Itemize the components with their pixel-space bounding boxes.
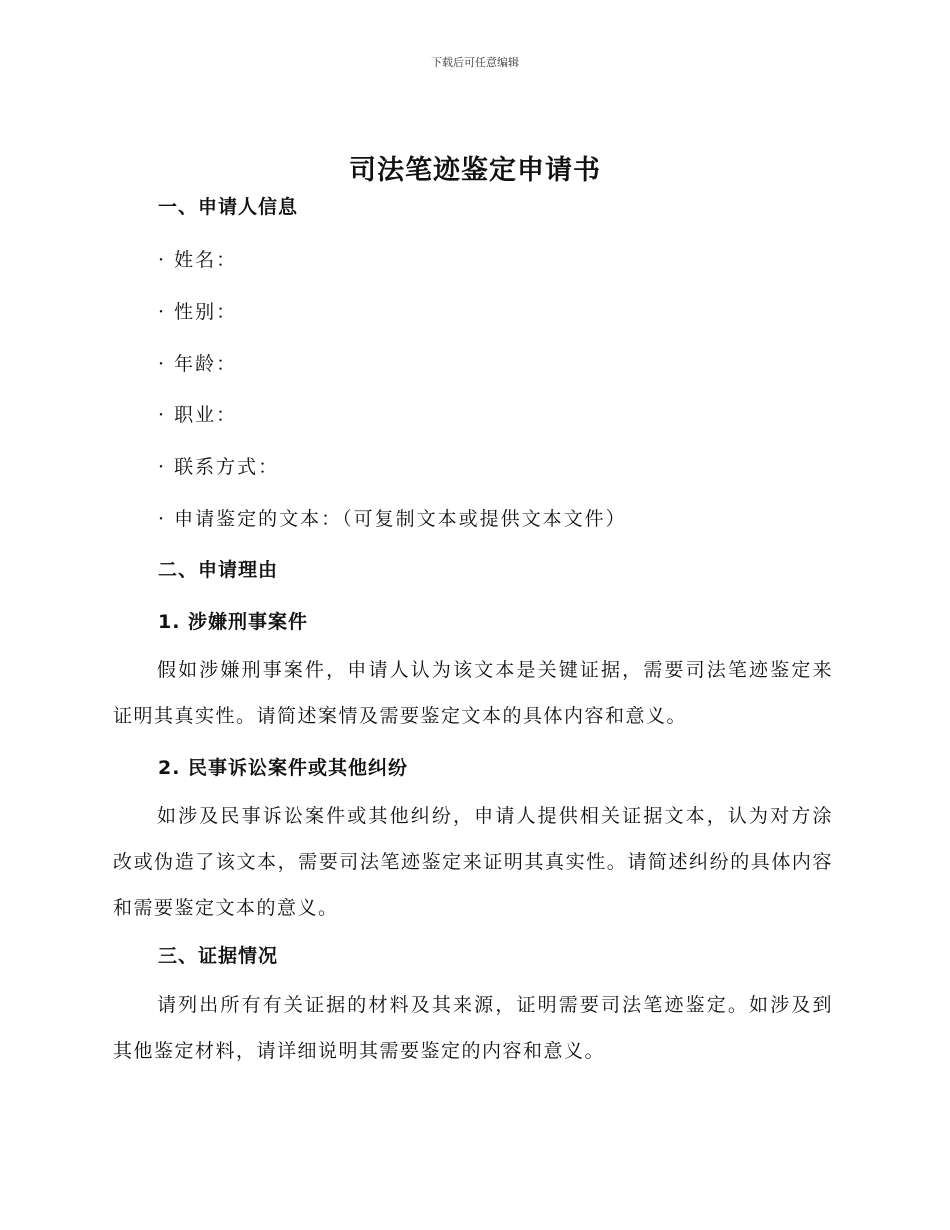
field-occupation: · 职业： <box>158 404 238 426</box>
section-1-heading: 一、申请人信息 <box>158 196 299 218</box>
field-gender: · 性别： <box>158 301 238 323</box>
section-3-heading: 三、证据情况 <box>158 945 279 967</box>
header-note: 下载后可任意编辑 <box>431 56 519 69</box>
field-age: · 年龄： <box>158 353 238 375</box>
subsection-civil-body: 如涉及民事诉讼案件或其他纠纷，申请人提供相关证据文本，认为对方涂改或伪造了该文本，需要司法笔迹鉴定来证明其真实性。请简述纠纷的具体内容和需要鉴定文本的意义。 <box>113 805 833 919</box>
field-contact: · 联系方式： <box>158 456 280 478</box>
subsection-civil-heading: 2. 民事诉讼案件或其他纠纷 <box>158 757 409 779</box>
section-2-heading: 二、申请理由 <box>158 559 279 581</box>
subsection-criminal-body: 假如涉嫌刑事案件，申请人认为该文本是关键证据，需要司法笔迹鉴定来证明其真实性。请简述案情及需要鉴定文本的具体内容和意义。 <box>113 659 833 727</box>
field-text-to-appraise: · 申请鉴定的文本：（可复制文本或提供文本文件） <box>158 508 627 530</box>
field-name: · 姓名： <box>158 249 238 271</box>
section-3-body: 请列出所有有关证据的材料及其来源，证明需要司法笔迹鉴定。如涉及到其他鉴定材料，请详细说明其需要鉴定的内容和意义。 <box>113 994 833 1062</box>
document-title: 司法笔迹鉴定申请书 <box>349 155 601 186</box>
subsection-criminal-heading: 1. 涉嫌刑事案件 <box>158 611 309 633</box>
